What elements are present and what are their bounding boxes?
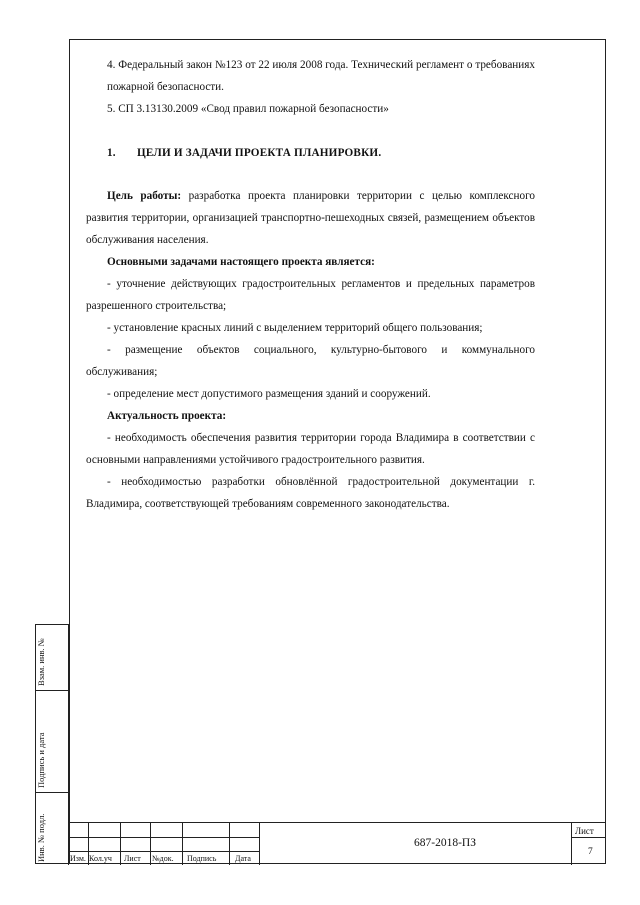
section-number: 1.	[107, 147, 116, 159]
side-stamp	[35, 624, 69, 864]
goal-label: Цель работы:	[107, 190, 182, 202]
stamp-line	[229, 823, 230, 865]
document-code: 687-2018-ПЗ	[414, 837, 476, 849]
tasks-label-text: Основными задачами настоящего проекта является:	[107, 256, 375, 268]
stamp-line	[69, 837, 259, 838]
side-divider	[35, 792, 69, 793]
goal-paragraph	[86, 185, 535, 251]
task-item: - определение мест допустимого размещения зданий и сооружений.	[107, 388, 431, 400]
paragraph-sp: 5. СП 3.13130.2009 «Свод правил пожарной безопасности»	[107, 103, 389, 115]
side-vzam-label: Взам. инв. №	[36, 638, 46, 686]
stamp-line	[150, 823, 151, 865]
relevance-label	[86, 405, 535, 427]
relevance-item: - необходимость обеспечения развития территории города Владимира в соответствии с основными направлениями устойчивого градостроительного развития.	[86, 432, 535, 466]
section-heading	[107, 142, 535, 164]
side-inv-label: Инв. № подл.	[36, 813, 46, 862]
stamp-line	[571, 823, 572, 865]
section-title: ЦЕЛИ И ЗАДАЧИ ПРОЕКТА ПЛАНИРОВКИ.	[137, 147, 382, 159]
document-body	[86, 54, 535, 515]
sheet-number: 7	[588, 847, 593, 857]
title-block	[69, 822, 606, 865]
task-item: - установление красных линий с выделением территорий общего пользования;	[107, 322, 483, 334]
side-podpis-label: Подпись и дата	[36, 732, 46, 788]
task-item: - размещение объектов социального, культурно-бытового и коммунального обслуживания;	[86, 344, 535, 378]
stamp-col-izm: Изм.	[70, 854, 86, 863]
stamp-col-ndok: №док.	[152, 854, 174, 863]
stamp-line	[120, 823, 121, 865]
stamp-line	[69, 851, 259, 852]
relevance-item: - необходимостью разработки обновлённой градостроительной документации г. Владимира, соответствующей требованиям современного законодательства.	[86, 476, 535, 510]
side-divider	[35, 690, 69, 691]
paragraph-law-123: 4. Федеральный закон №123 от 22 июля 2008 года. Технический регламент о требованиях пожарной безопасности.	[107, 59, 535, 93]
sheet-label: Лист	[575, 826, 594, 836]
goal-text: разработка проекта планировки территории с целью комплексного развития территории, организацией транспортно-пешеходных связей, размещением объектов обслуживания населения.	[86, 190, 535, 246]
tasks-label	[86, 251, 535, 273]
stamp-line	[571, 837, 606, 838]
stamp-col-data: Дата	[235, 854, 251, 863]
stamp-line	[68, 823, 69, 865]
task-item: - уточнение действующих градостроительных регламентов и предельных параметров разрешенного строительства;	[86, 278, 535, 312]
relevance-label-text: Актуальность проекта:	[107, 410, 227, 422]
stamp-line	[259, 823, 260, 865]
stamp-col-podpis: Подпись	[187, 854, 217, 863]
stamp-col-list: Лист	[124, 854, 141, 863]
stamp-line	[182, 823, 183, 865]
stamp-col-kolvo: Кол.уч	[89, 854, 112, 863]
